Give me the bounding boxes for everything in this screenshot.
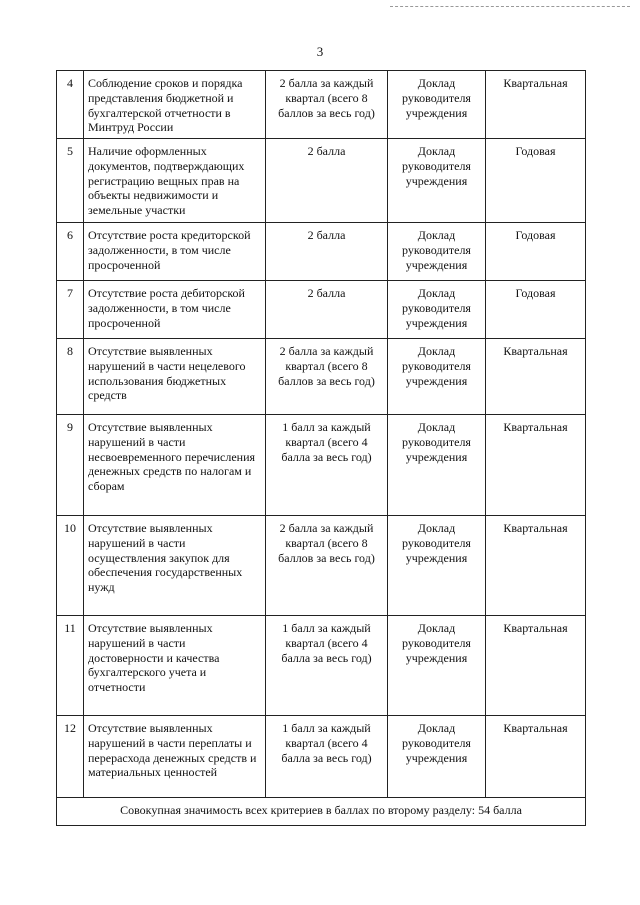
row-number: 8 [57, 339, 84, 415]
row-number: 6 [57, 223, 84, 281]
points-text: 2 балла за каждый квартал (всего 8 баллов за весь год) [266, 339, 388, 415]
period-text: Квартальная [486, 616, 586, 716]
points-text: 2 балла за каждый квартал (всего 8 баллов за весь год) [266, 71, 388, 139]
source-text: Доклад руководителя учреждения [388, 71, 486, 139]
source-text: Доклад руководителя учреждения [388, 516, 486, 616]
points-text: 1 балл за каждый квартал (всего 4 балла за весь год) [266, 716, 388, 798]
table-row [57, 339, 586, 415]
points-text: 1 балл за каждый квартал (всего 4 балла за весь год) [266, 415, 388, 516]
total-text: Совокупная значимость всех критериев в баллах по второму разделу: 54 балла [57, 798, 586, 826]
row-number: 9 [57, 415, 84, 516]
points-text: 1 балл за каждый квартал (всего 4 балла за весь год) [266, 616, 388, 716]
page-number: 3 [316, 44, 324, 59]
source-text: Доклад руководителя учреждения [388, 223, 486, 281]
criteria-table [56, 70, 586, 826]
criterion-text: Отсутствие выявленных нарушений в части нецелевого использования бюджетных средств [84, 339, 266, 415]
period-text: Квартальная [486, 716, 586, 798]
table-row [57, 139, 586, 223]
period-text: Квартальная [486, 71, 586, 139]
source-text: Доклад руководителя учреждения [388, 415, 486, 516]
table-row [57, 716, 586, 798]
points-text: 2 балла [266, 281, 388, 339]
points-text: 2 балла за каждый квартал (всего 8 баллов за весь год) [266, 516, 388, 616]
row-number: 11 [57, 616, 84, 716]
source-text: Доклад руководителя учреждения [388, 139, 486, 223]
table-row [57, 516, 586, 616]
criterion-text: Отсутствие роста кредиторской задолженности, в том числе просроченной [84, 223, 266, 281]
period-text: Квартальная [486, 415, 586, 516]
table-row [57, 71, 586, 139]
row-number: 7 [57, 281, 84, 339]
criterion-text: Отсутствие выявленных нарушений в части несвоевременного перечисления денежных средств по налогам и сборам [84, 415, 266, 516]
table-row [57, 415, 586, 516]
total-row [57, 798, 586, 826]
source-text: Доклад руководителя учреждения [388, 716, 486, 798]
table-row [57, 281, 586, 339]
points-text: 2 балла [266, 223, 388, 281]
points-text: 2 балла [266, 139, 388, 223]
period-text: Годовая [486, 281, 586, 339]
period-text: Квартальная [486, 339, 586, 415]
table-row [57, 616, 586, 716]
criterion-text: Соблюдение сроков и порядка представления бюджетной и бухгалтерской отчетности в Минтруд России [84, 71, 266, 139]
row-number: 12 [57, 716, 84, 798]
criterion-text: Отсутствие выявленных нарушений в части переплаты и перерасхода денежных средств и материальных ценностей [84, 716, 266, 798]
period-text: Квартальная [486, 516, 586, 616]
criterion-text: Наличие оформленных документов, подтверждающих регистрацию вещных прав на объекты недвижимости и земельные участки [84, 139, 266, 223]
row-number: 4 [57, 71, 84, 139]
criterion-text: Отсутствие выявленных нарушений в части осуществления закупок для обеспечения государственных нужд [84, 516, 266, 616]
criterion-text: Отсутствие выявленных нарушений в части достоверности и качества бухгалтерского учета и отчетности [84, 616, 266, 716]
scan-edge-rule [390, 6, 630, 7]
source-text: Доклад руководителя учреждения [388, 616, 486, 716]
criterion-text: Отсутствие роста дебиторской задолженности, в том числе просроченной [84, 281, 266, 339]
period-text: Годовая [486, 223, 586, 281]
source-text: Доклад руководителя учреждения [388, 281, 486, 339]
period-text: Годовая [486, 139, 586, 223]
row-number: 5 [57, 139, 84, 223]
table-row [57, 223, 586, 281]
row-number: 10 [57, 516, 84, 616]
source-text: Доклад руководителя учреждения [388, 339, 486, 415]
